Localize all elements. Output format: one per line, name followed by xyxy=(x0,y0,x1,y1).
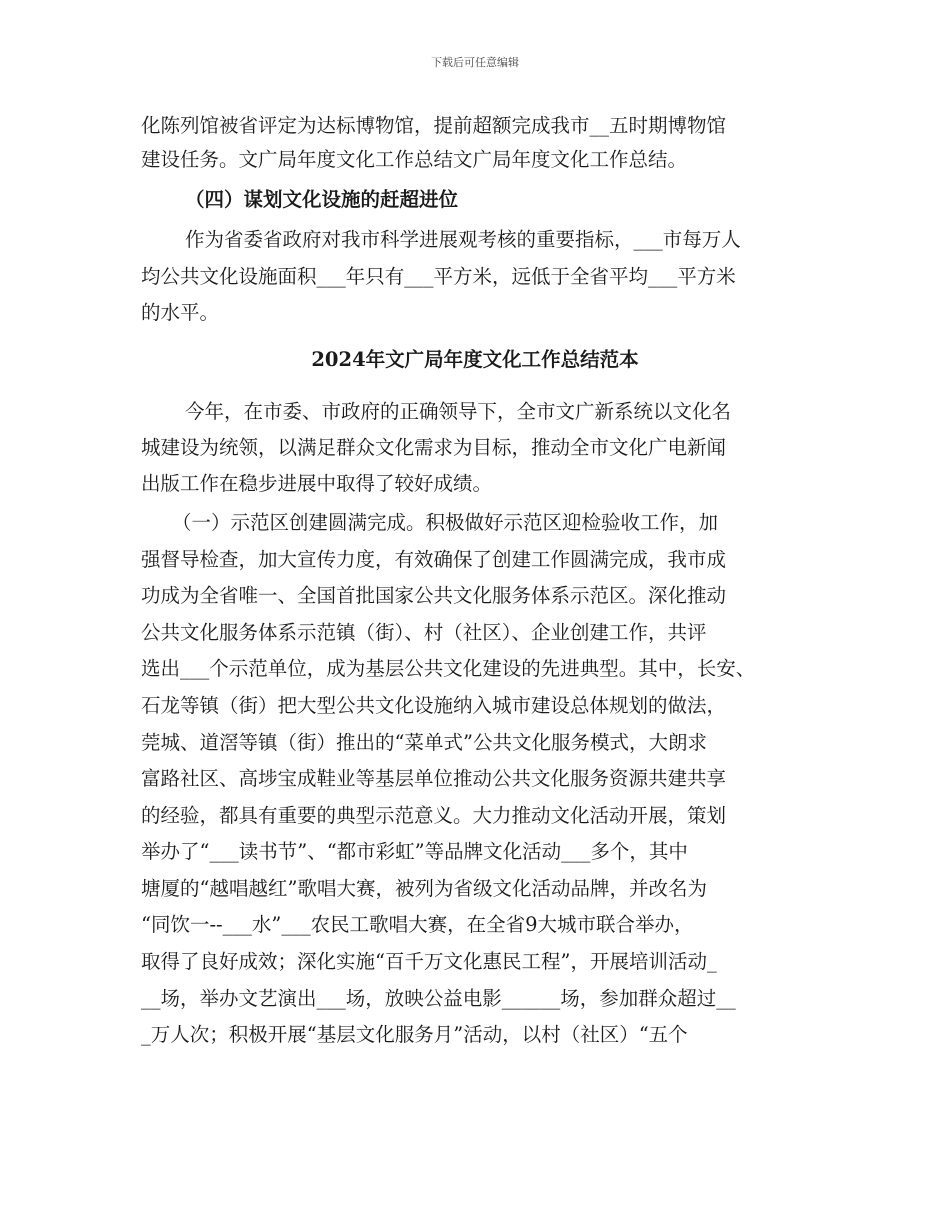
text-line: 公共文化服务体系示范镇（街）、村（社区）、企业创建工作，共评 xyxy=(141,621,707,644)
text-line: （一）示范区创建圆满完成。积极做好示范区迎检验收工作，加 xyxy=(172,511,719,534)
text-line: 建设任务。文广局年度文化工作总结文广局年度文化工作总结。 xyxy=(141,148,688,171)
text-line: 今年，在市委、市政府的正确领导下，全市文广新系统以文化名 xyxy=(185,400,732,423)
section-heading: （四）谋划文化设施的赶超进位 xyxy=(185,188,459,211)
text-line: 取得了良好成效；深化实施“百千万文化惠民工程”，开展培训活动_ xyxy=(141,950,717,973)
text-line: 作为省委省政府对我市科学进展观考核的重要指标，___市每万人 xyxy=(185,228,741,251)
text-line: 强督导检查，加大宣传力度，有效确保了创建工作圆满完成，我市成 xyxy=(141,548,727,571)
document-title: 2024年文广局年度文化工作总结范本 xyxy=(311,348,639,371)
text-line: 的水平。 xyxy=(141,301,220,324)
text-line: 举办了“___读书节”、“都市彩虹”等品牌文化活动___多个，其中 xyxy=(141,840,688,863)
text-line: 出版工作在稳步进展中取得了较好成绩。 xyxy=(141,472,493,495)
text-line: 城建设为统领，以满足群众文化需求为目标，推动全市文化广电新闻 xyxy=(141,436,727,459)
text-line: 化陈列馆被省评定为达标博物馆，提前超额完成我市__五时期博物馆 xyxy=(141,114,727,137)
text-line: 石龙等镇（街）把大型公共文化设施纳入城市建设总体规划的做法， xyxy=(141,694,727,717)
text-line: __场，举办文艺演出___场，放映公益电影______场，参加群众超过__ xyxy=(141,987,736,1010)
text-line: 塘厦的“越唱越红”歌唱大赛，被列为省级文化活动品牌，并改名为 xyxy=(141,877,707,900)
text-line: 功成为全省唯一、全国首批国家公共文化服务体系示范区。深化推动 xyxy=(141,584,727,607)
text-line: 的经验，都具有重要的典型示范意义。大力推动文化活动开展，策划 xyxy=(141,804,727,827)
text-line: 均公共文化设施面积___年只有___平方米，远低于全省平均___平方米 xyxy=(141,265,736,288)
text-line: 富路社区、高埗宝成鞋业等基层单位推动公共文化服务资源共建共享 xyxy=(141,767,727,790)
text-line: 选出___个示范单位，成为基层公共文化建设的先进典型。其中，长安、 xyxy=(141,657,756,680)
text-line: “同饮一--___水”___农民工歌唱大赛，在全省9大城市联合举办， xyxy=(141,913,694,936)
text-line: 莞城、道滘等镇（街）推出的“菜单式”公共文化服务模式，大朗求 xyxy=(141,731,707,754)
page-header: 下载后可任意编辑 xyxy=(431,56,519,69)
text-line: _万人次；积极开展“基层文化服务月”活动，以村（社区）“五个 xyxy=(141,1023,688,1046)
